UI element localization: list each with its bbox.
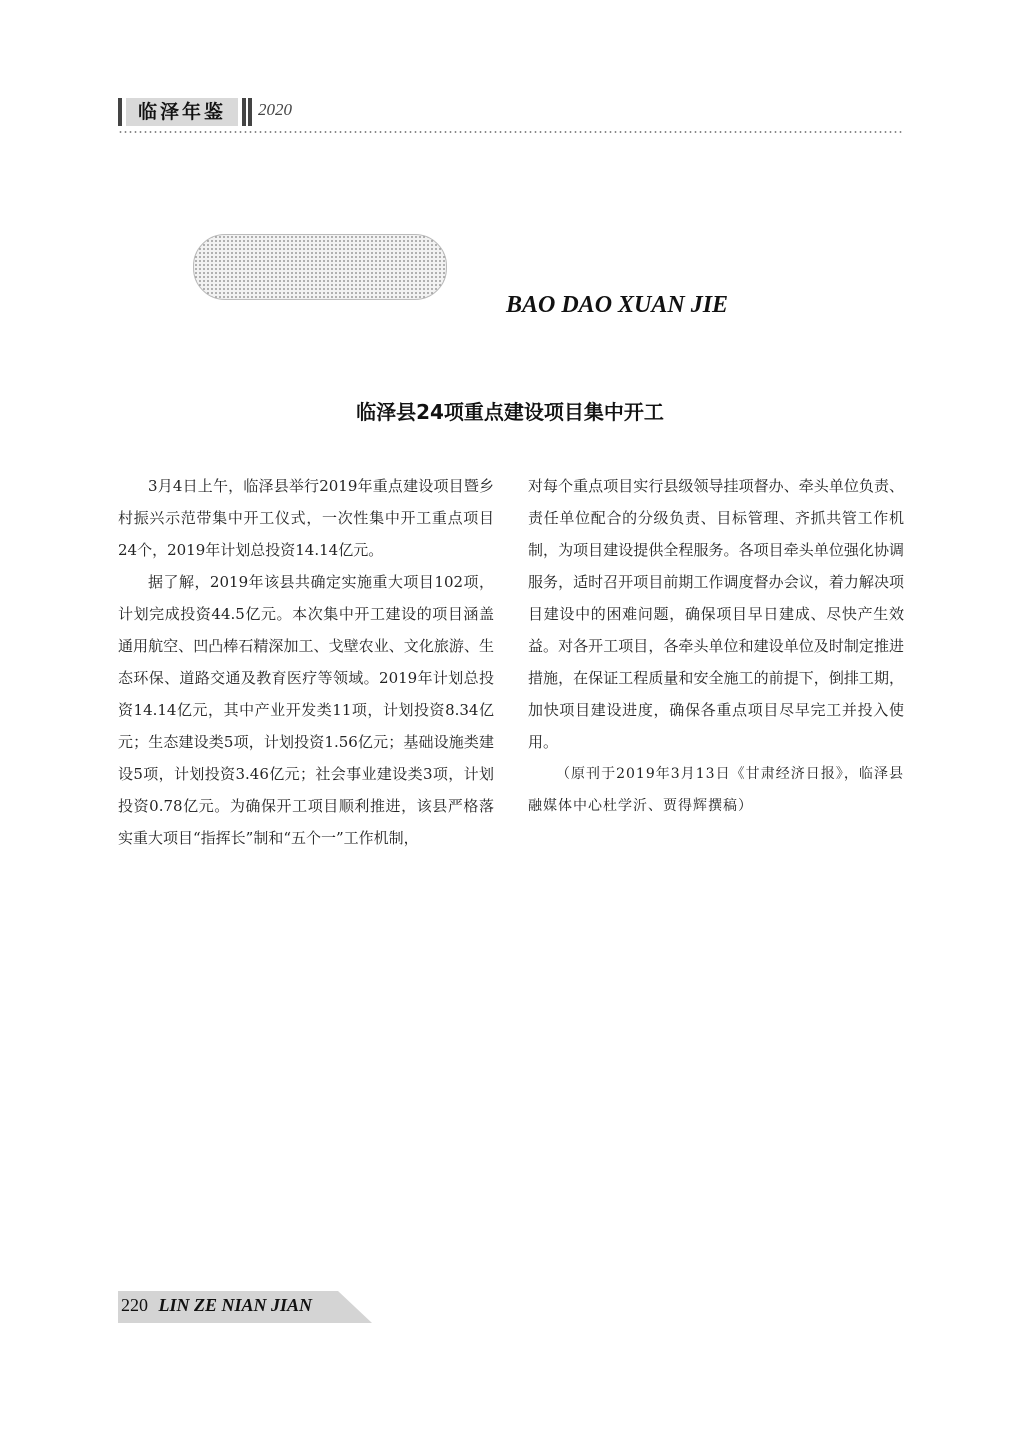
footer-text	[121, 1295, 312, 1316]
article-column-left	[118, 470, 494, 854]
header-dotted-rule	[118, 130, 902, 134]
page-footer	[118, 1291, 372, 1323]
article-title: 临泽县24项重点建设项目集中开工	[356, 400, 664, 424]
page-number: 220	[121, 1295, 148, 1315]
section-banner-pattern	[193, 234, 447, 300]
header-bar-right-2	[248, 98, 252, 126]
paragraph: 3月4日上午，临泽县举行2019年重点建设项目暨乡村振兴示范带集中开工仪式，一次性集中开工重点项目24个，2019年计划总投资14.14亿元。	[118, 477, 494, 559]
source-note: （原刊于2019年3月13日《甘肃经济日报》，临泽县融媒体中心杜学沂、贾得辉撰稿）	[528, 766, 904, 814]
article-column-right	[528, 470, 904, 822]
running-header	[118, 96, 902, 136]
header-bar-left	[118, 98, 122, 126]
paragraph: 对每个重点项目实行县级领导挂项督办、牵头单位负责、责任单位配合的分级负责、目标管理、齐抓共管工作机制，为项目建设提供全程服务。各项目牵头单位强化协调服务，适时召开项目前期工作调度督办会议，着力解决项目建设中的困难问题，确保项目早日建成、尽快产生效益。对各开工项目，各牵头单位和建设单位及时制定推进措施，在保证工程质量和安全施工的前提下，倒排工期，加快项目建设进度，确保各重点项目尽早完工并投入使用。	[528, 477, 904, 751]
section-label: BAO DAO XUAN JIE	[506, 292, 729, 318]
journal-name: LIN ZE NIAN JIAN	[158, 1295, 313, 1315]
header-year: 2020	[258, 100, 292, 119]
header-bar-right-1	[242, 98, 246, 126]
yearbook-title: 临泽年鉴	[126, 98, 238, 126]
paragraph: 据了解，2019年该县共确定实施重大项目102项，计划完成投资44.5亿元。本次集中开工建设的项目涵盖通用航空、凹凸棒石精深加工、戈壁农业、文化旅游、生态环保、道路交通及教育医疗等领域。2019年计划总投资14.14亿元，其中产业开发类11项，计划投资8.34亿元；生态建设类5项，计划投资1.56亿元；基础设施类建设5项，计划投资3.46亿元；社会事业建设类3项，计划投资0.78亿元。为确保开工项目顺利推进，该县严格落实重大项目“指挥长”制和“五个一”工作机制，	[118, 573, 494, 847]
